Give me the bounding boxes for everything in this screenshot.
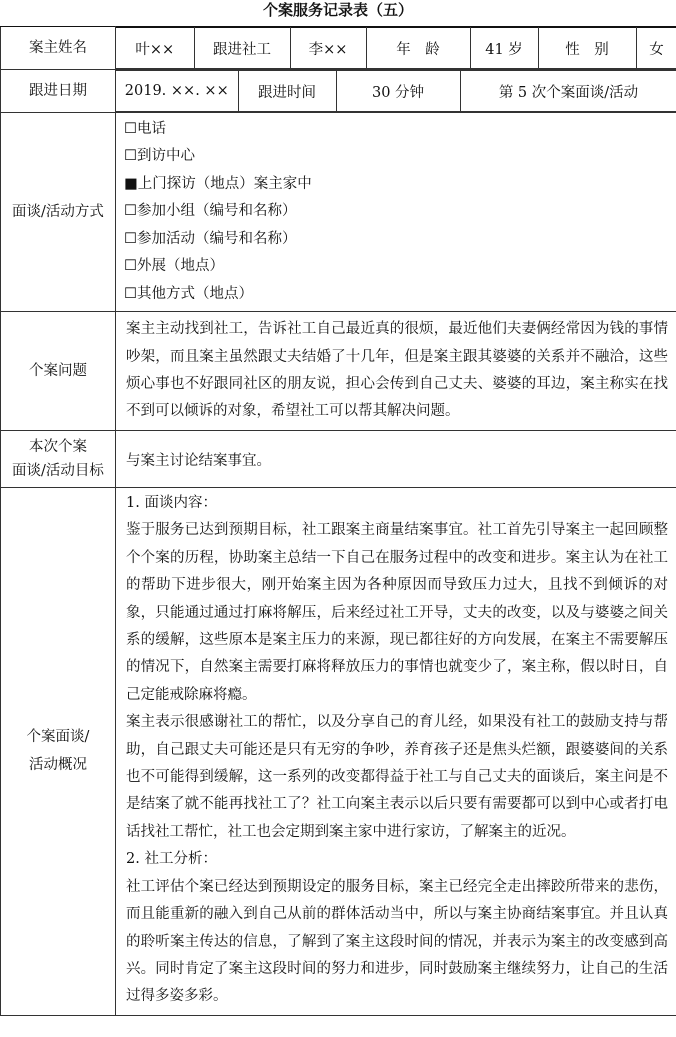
worker-value: 李×× (290, 28, 366, 69)
method-activity: ☐参加活动（编号和名称） (124, 230, 297, 247)
goal-label-line2: 面谈/活动目标 (12, 463, 104, 479)
follow-up-row (1, 70, 676, 113)
problem-text: 案主主动找到社工，告诉社工自己最近真的很烦，最近他们夫妻俩经常因为钱的事情吵架，而且案主虽然跟丈夫结婚了十几年，但是案主跟其婆婆的关系并不融洽，这些烦心事也不好跟同社区的朋友说，担心会传到自己丈夫、婆婆的耳边，案主称实在找不到可以倾诉的对象，希望社工可以帮其解决问题。 (126, 321, 668, 420)
summary-label-line1: 个案面谈/ (26, 729, 90, 746)
method-other: ☐其他方式（地点） (124, 285, 253, 302)
method-outreach: ☐外展（地点） (124, 258, 224, 275)
summary-heading-interview: 1. 面谈内容： (126, 495, 217, 511)
summary-row (1, 488, 676, 1016)
follow-up-cells (116, 70, 676, 112)
goal-label-line1: 本次个案 (29, 439, 87, 455)
summary-heading-analysis: 2. 社工分析： (126, 851, 217, 868)
problem-row (1, 312, 676, 431)
method-group: ☐参加小组（编号和名称） (124, 203, 297, 220)
basic-info-cells (116, 27, 676, 69)
methods-list (116, 113, 676, 312)
problem-label: 个案问题 (1, 312, 116, 431)
methods-label: 面谈/活动方式 (1, 113, 116, 312)
worker-label: 跟进社工 (194, 28, 290, 69)
gender-value: 女 (636, 28, 676, 69)
page-title: 个案服务记录表（五） (262, 1, 413, 19)
service-record-table (0, 26, 676, 1016)
goal-text: 与案主讨论结案事宜。 (126, 452, 271, 469)
date-value: 2019. ××. ×× (116, 71, 238, 112)
basic-info-row (1, 27, 676, 70)
summary-analysis-para: 社工评估个案已经达到预期设定的服务目标，案主已经完全走出摔跤所带来的悲伤，而且能重新的融入到自己从前的群体活动当中，所以与案主协商结案事宜。并且认真的聆听案主传达的信息，了解到了案主这段时间的情况，并表示为案主的改变感到高兴。同时肯定了案主这段时间的努力和进步，同时鼓励案主继续努力，让自己的生活过得多姿多彩。 (126, 878, 668, 1005)
summary-label-line2: 活动概况 (29, 757, 87, 774)
method-visit-center: ☐到访中心 (124, 148, 195, 165)
goal-row (1, 431, 676, 488)
summary-interview-para-2: 案主表示很感谢社工的帮忙，以及分享自己的育儿经，如果没有社工的鼓励支持与帮助，自己跟丈夫可能还是只有无穷的争吵，养育孩子还是焦头烂额，跟婆婆间的关系也不可能得到缓解，这一系列的改变都得益于社工与自己丈夫的面谈后，案主问是不是结案了就不能再找社工了？社工向案主表示以后只要有需要都可以到中心或者打电话找社工帮忙，社工也会定期到案主家中进行家访，了解案主的近况。 (126, 714, 668, 840)
methods-row (1, 113, 676, 312)
summary-interview-para-1: 鉴于服务已达到预期目标，社工跟案主商量结案事宜。社工首先引导案主一起回顾整个个案的历程，协助案主总结一下自己在服务过程中的改变和进步。案主认为在社工的帮助下进步很大，刚开始案主因为各种原因而导致压力过大，且找不到倾诉的对象，只能通过通过打麻将解压，后来经过社工开导，丈夫的改变，以及与婆婆之间关系的缓解，这些原本是案主压力的来源，现已都往好的方向发展，在案主不需要解压的情况下，自然案主需要打麻将释放压力的事情也就变少了，案主称，假以时日，自己定能戒除麻将瘾。 (126, 522, 668, 703)
age-label: 年 龄 (366, 28, 470, 69)
session-count: 第 5 次个案面谈/活动 (460, 71, 676, 112)
age-value: 41 岁 (470, 28, 538, 69)
duration-value: 30 分钟 (336, 71, 460, 112)
method-home-visit: ■上门探访（地点）案主家中 (124, 175, 312, 192)
client-name-value: 叶×× (116, 28, 194, 69)
method-phone: ☐电话 (124, 121, 166, 138)
duration-label: 跟进时间 (238, 71, 336, 112)
gender-label: 性 别 (538, 28, 636, 69)
date-label: 跟进日期 (1, 70, 116, 113)
client-name-label: 案主姓名 (1, 27, 116, 70)
